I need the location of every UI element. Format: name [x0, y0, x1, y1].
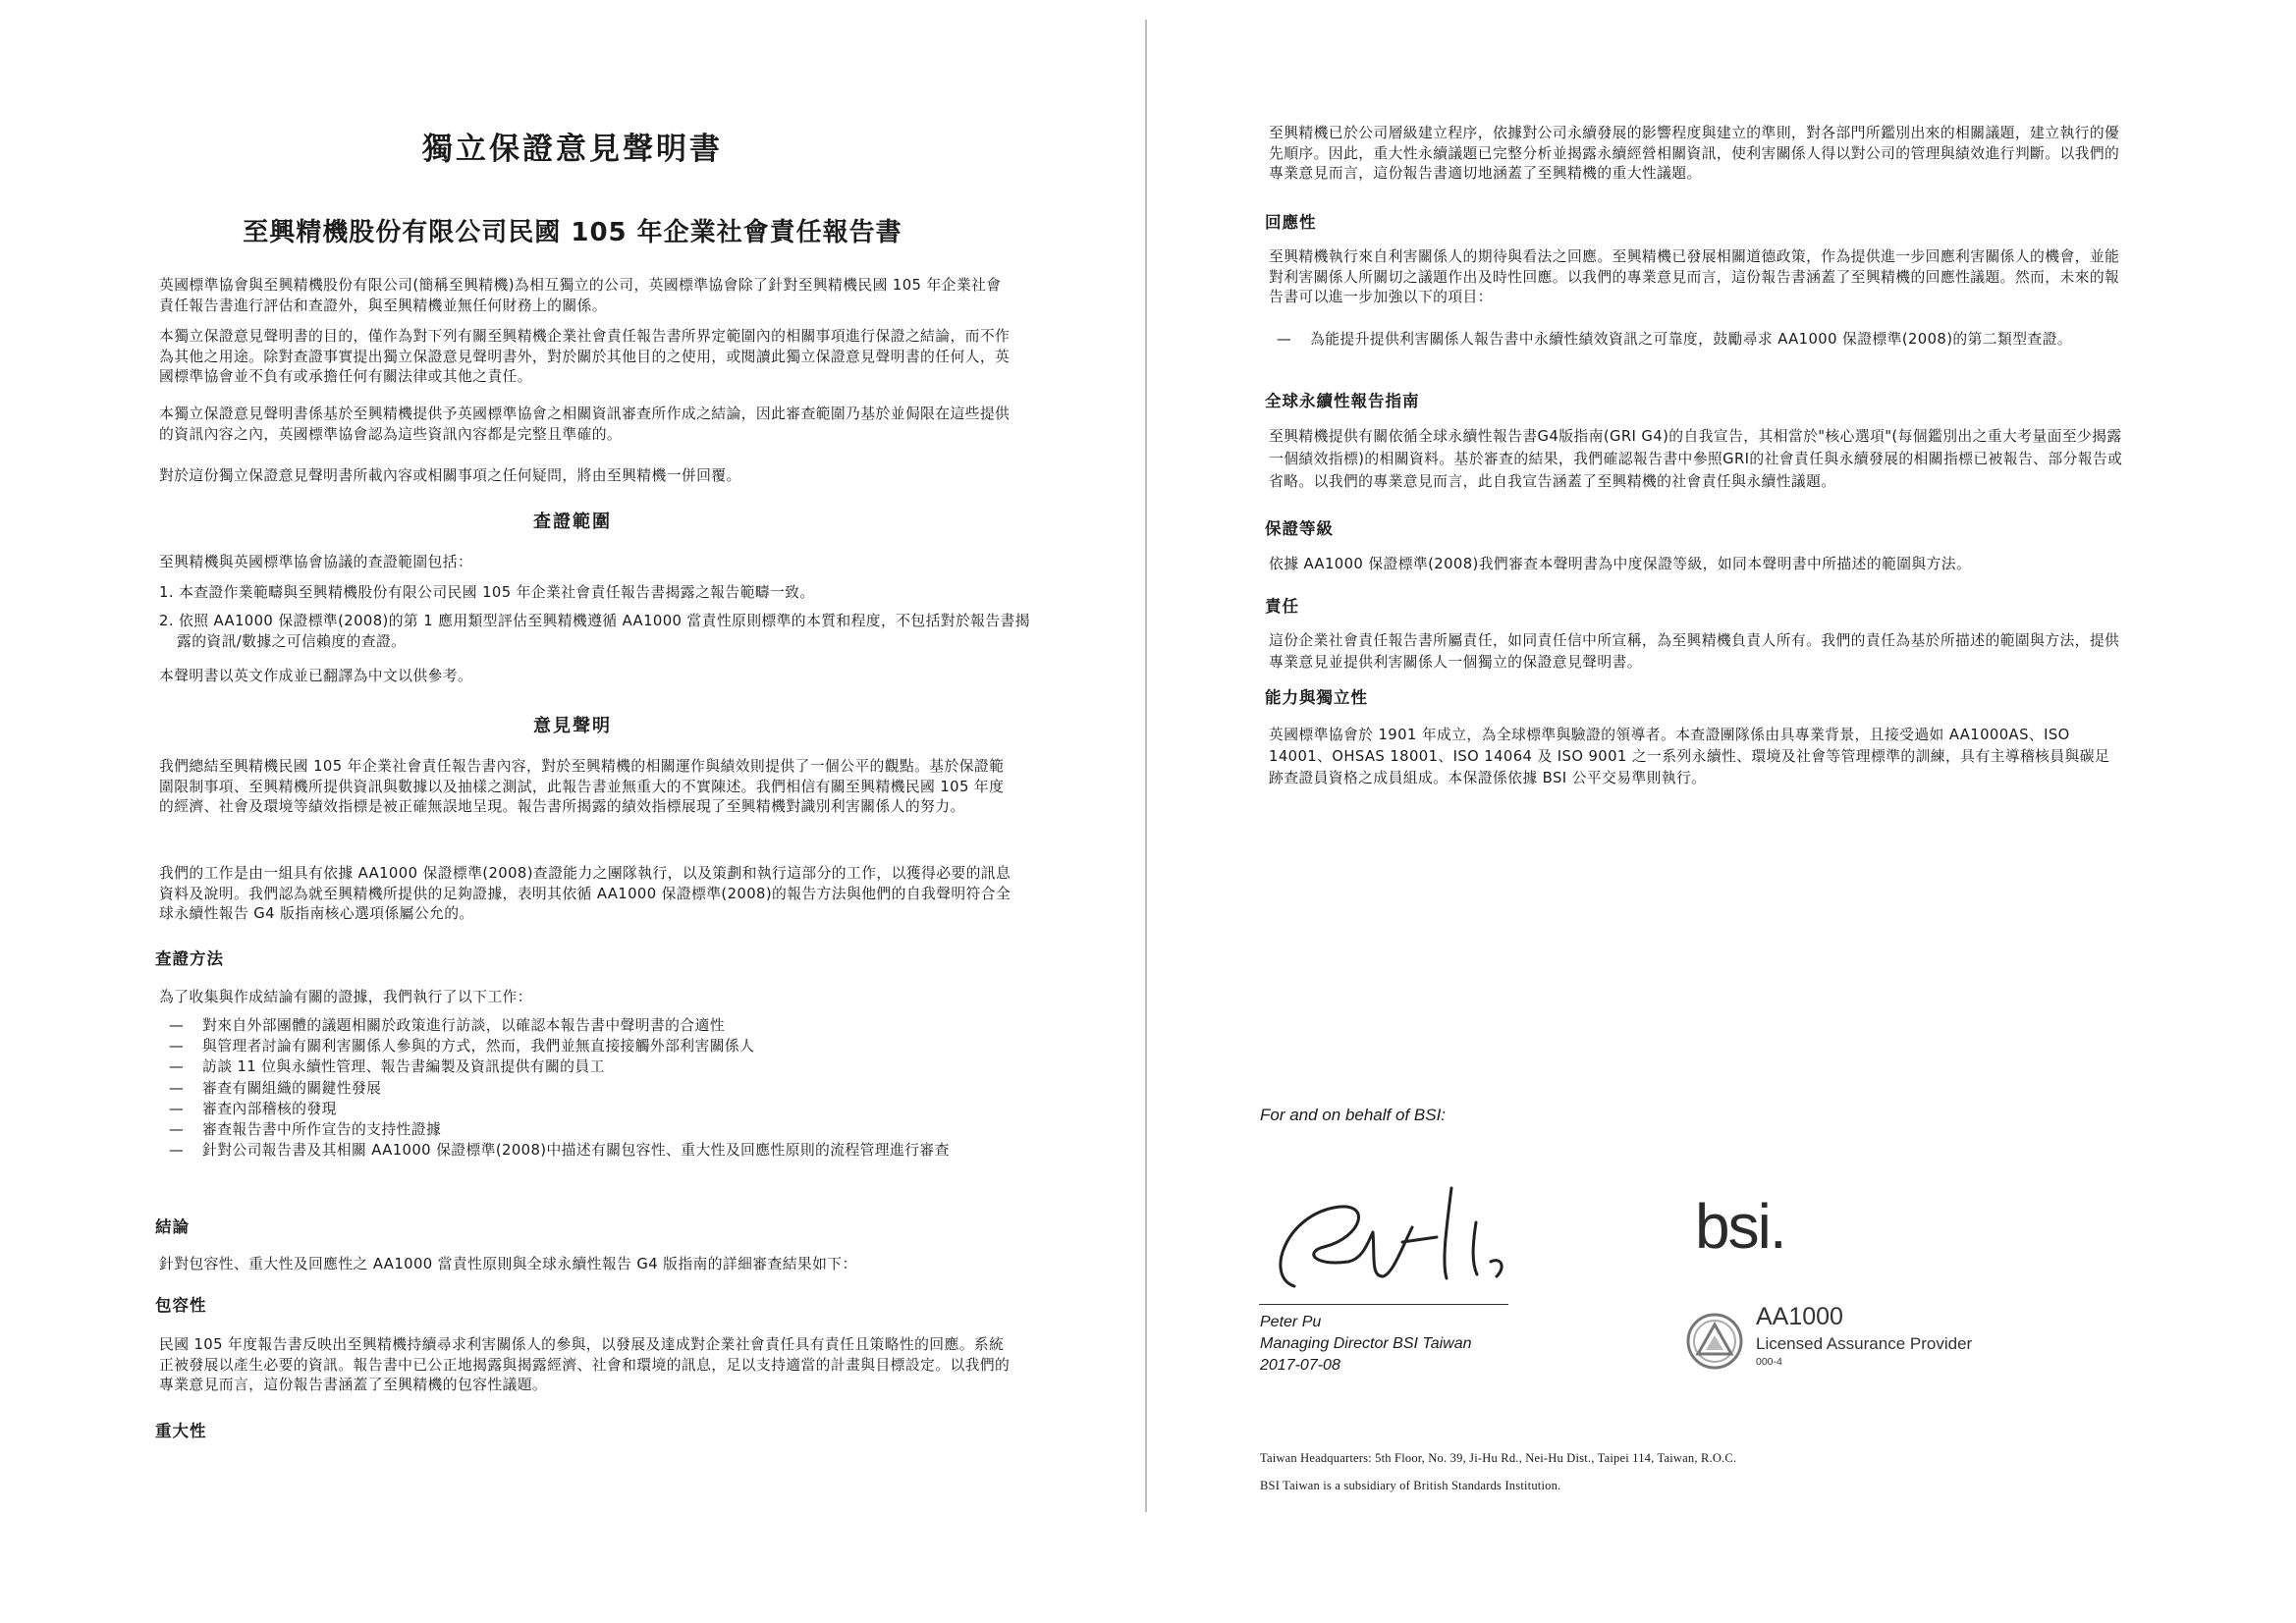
- method-list: [169, 1015, 1013, 1161]
- signature-line: [1259, 1304, 1508, 1305]
- scope-item-2: 2. 依照 AA1000 保證標準(2008)的第 1 應用類型評估至興精機遵循 AA1000 當責性原則標準的本質和程度，不包括對於報告書揭露的資訊/數據之可信賴度的查證。: [159, 613, 1030, 650]
- opinion-paragraph-1: 我們總結至興精機民國 105 年企業社會責任報告書內容，對於至興精機的相關運作與績效則提供了一個公平的觀點。基於保證範圍限制事項、至興精機所提供資訊與數據以及抽樣之測試，此報告書並無重大的不實陳述。我們相信有關至興精機民國 105 年度的經濟、社會及環境等績效指標是被正確無誤地呈現。報告書所揭露的績效指標展現了至興精機對識別利害關係人的努力。: [159, 758, 1005, 815]
- intro-paragraph-2: 本獨立保證意見聲明書的目的，僅作為對下列有關至興精機企業社會責任報告書所界定範圍內的相關事項進行保證之結論，而不作為其他之用途。除對查證事實提出獨立保證意見聲明書外，對於關於其他目的之使用，或閱讀此獨立保證意見聲明書的任何人，英國標準協會並不負有或承擔任何有關法律或其他之責任。: [159, 328, 1011, 385]
- competence-text: 英國標準協會於 1901 年成立，為全球標準與驗證的領導者。本查證團隊係由具專業背景，且接受過如 AA1000AS、ISO 14001、OHSAS 18001、ISO 14064 及 ISO 9001 之一系列永續性、環境及社會等管理標準的訓練，具有主導稽核員與碳足跡查證員資格之成員組成。本保證係依據 BSI 公平交易準則執行。: [1269, 727, 2110, 786]
- method-section-title: 查證方法: [155, 949, 224, 968]
- responsiveness-text: 至興精機執行來自利害關係人的期待與看法之回應。至興精機已發展相關道德政策，作為提供進一步回應利害關係人的機會，並能對利害關係人所關切之議題作出及時性回應。以我們的專業意見而言，這份報告書涵蓋了至興精機的回應性議題。然而，未來的報告書可以進一步加強以下的項目：: [1269, 248, 2120, 305]
- aa1000-code: 000-4: [1756, 1356, 1782, 1368]
- scope-note: 本聲明書以英文作成並已翻譯為中文以供參考。: [159, 668, 473, 684]
- document-title: 獨立保證意見聲明書: [422, 132, 723, 167]
- opinion-paragraph-2: 我們的工作是由一組具有依據 AA1000 保證標準(2008)查證能力之團隊執行，以及策劃和執行這部分的工作，以獲得必要的訊息資料及說明。我們認為就至興精機所提供的足夠證據，表明其依循 AA1000 保證標準(2008)的報告方法與他們的自我聲明符合全球永續性報告 G4 版指南核心選項係屬公允的。: [159, 865, 1011, 922]
- conclusion-section-title: 結論: [155, 1217, 190, 1236]
- inclusivity-section-title: 包容性: [155, 1296, 207, 1315]
- footer-address: Taiwan Headquarters: 5th Floor, No. 39, Ji-Hu Rd., Nei-Hu Dist., Taipei 114, Taiwan, R.O.C.: [1260, 1451, 1737, 1465]
- footer-subsidiary: BSI Taiwan is a subsidiary of British Standards Institution.: [1260, 1479, 1561, 1492]
- handwritten-signature: [1255, 1168, 1569, 1316]
- conclusion-text: 針對包容性、重大性及回應性之 AA1000 當責性原則與全球永續性報告 G4 版指南的詳細審查結果如下：: [159, 1256, 857, 1272]
- responsiveness-item: — 為能提升提供利害關係人報告書中永續性績效資訊之可靠度，鼓勵尋求 AA1000 保證標準(2008)的第二類型查證。: [1277, 329, 2121, 350]
- scope-item-1: 1. 本查證作業範疇與至興精機股份有限公司民國 105 年企業社會責任報告書揭露之報告範疇一致。: [159, 584, 815, 601]
- gri-text: 至興精機提供有關依循全球永續性報告書G4版指南(GRI G4)的自我宣告，其相當於"核心選項"(每個鑑別出之重大考量面至少揭露一個績效指標)的相關資料。基於審查的結果，我們確認報告書中參照GRI的社會責任與永續發展的相關指標已被報告、部分報告或省略。以我們的專業意見而言，此自我宣告涵蓋了至興精機的社會責任與永續性議題。: [1269, 428, 2123, 490]
- method-intro: 為了收集與作成結論有關的證據，我們執行了以下工作：: [159, 989, 532, 1005]
- signatory-position: Managing Director BSI Taiwan: [1260, 1335, 1472, 1352]
- document-subtitle: 至興精機股份有限公司民國 105 年企業社會責任報告書: [243, 218, 902, 247]
- method-item: — 針對公司報告書及其相關 AA1000 保證標準(2008)中描述有關包容性、重大性及回應性原則的流程管理進行審查: [169, 1140, 1013, 1161]
- materiality-text: 至興精機已於公司層級建立程序，依據對公司永續發展的影響程度與建立的準則，對各部門所鑑別出來的相關議題，建立執行的優先順序。因此，重大性永續議題已完整分析並揭露永續經營相關資訊，使利害關係人得以對公司的管理與績效進行判斷。以我們的專業意見而言，這份報告書適切地涵蓋了至興精機的重大性議題。: [1269, 125, 2120, 182]
- intro-paragraph-4: 對於這份獨立保證意見聲明書所載內容或相關事項之任何疑問，將由至興精機一併回覆。: [159, 467, 741, 484]
- responsiveness-section-title: 回應性: [1265, 213, 1317, 232]
- method-item: — 審查報告書中所作宣告的支持性證據: [169, 1119, 1013, 1140]
- inclusivity-text: 民國 105 年度報告書反映出至興精機持續尋求利害關係人的參與，以發展及達成對企業社會責任具有責任且策略性的回應。系統正被發展以產生必要的資訊。報告書中已公正地揭露與揭露經濟、社會和環境的訊息，足以支持適當的計畫與目標設定。以我們的專業意見而言，這份報告書涵蓋了至興精機的包容性議題。: [159, 1336, 1011, 1393]
- materiality-section-title: 重大性: [155, 1422, 207, 1440]
- intro-paragraph-1: 英國標準協會與至興精機股份有限公司(簡稱至興精機)為相互獨立的公司，英國標準協會除了針對至興精機民國 105 年企業社會責任報告書進行評估和查證外，與至興精機並無任何財務上的關係。: [159, 277, 1002, 314]
- responsibility-text: 這份企業社會責任報告書所屬責任，如同責任信中所宣稱，為至興精機負責人所有。我們的責任為基於所描述的範圍與方法，提供專業意見並提供利害關係人一個獨立的保證意見聲明書。: [1269, 632, 2120, 671]
- aa1000-subtitle: Licensed Assurance Provider: [1756, 1334, 1973, 1353]
- page-fold-line: [1145, 20, 1147, 1512]
- right-page: [1149, 0, 2296, 1623]
- responsiveness-list: [1277, 329, 2121, 350]
- signatory-block: [1260, 1312, 1472, 1377]
- bsi-logo: bsi.: [1695, 1191, 1785, 1262]
- left-page: [0, 0, 1145, 1623]
- opinion-section-title: 意見聲明: [533, 716, 612, 736]
- method-item: — 訪談 11 位與永續性管理、報告書編製及資訊提供有關的員工: [169, 1056, 1013, 1077]
- competence-section-title: 能力與獨立性: [1265, 688, 1368, 707]
- responsibility-section-title: 責任: [1265, 597, 1299, 616]
- intro-paragraph-3: 本獨立保證意見聲明書係基於至興精機提供予英國標準協會之相關資訊審查所作成之結論，因此審查範圍乃基於並侷限在這些提供的資訊內容之內，英國標準協會認為這些資訊內容都是完整且準確的。: [159, 406, 1011, 443]
- aa1000-title: AA1000: [1756, 1303, 1843, 1330]
- gri-section-title: 全球永續性報告指南: [1265, 392, 1420, 410]
- method-item: — 審查內部稽核的發現: [169, 1099, 1013, 1119]
- method-item: — 對來自外部團體的議題相關於政策進行訪談，以確認本報告書中聲明書的合適性: [169, 1015, 1013, 1036]
- assurance-level-text: 依據 AA1000 保證標準(2008)我們審查本聲明書為中度保證等級，如同本聲明書中所描述的範圍與方法。: [1269, 556, 1972, 572]
- scope-section-title: 查證範圍: [533, 512, 612, 532]
- signatory-name: Peter Pu: [1260, 1314, 1322, 1330]
- method-item: — 審查有關組織的關鍵性發展: [169, 1078, 1013, 1099]
- aa1000-badge-icon: [1685, 1312, 1744, 1371]
- signature-date: 2017-07-08: [1260, 1357, 1340, 1374]
- assurance-level-section-title: 保證等級: [1265, 519, 1334, 538]
- scope-intro: 至興精機與英國標準協會協議的查證範圍包括：: [159, 554, 473, 570]
- behalf-label: For and on behalf of BSI:: [1260, 1106, 1447, 1124]
- method-item: — 與管理者討論有關利害關係人參與的方式，然而，我們並無直接接觸外部利害關係人: [169, 1036, 1013, 1056]
